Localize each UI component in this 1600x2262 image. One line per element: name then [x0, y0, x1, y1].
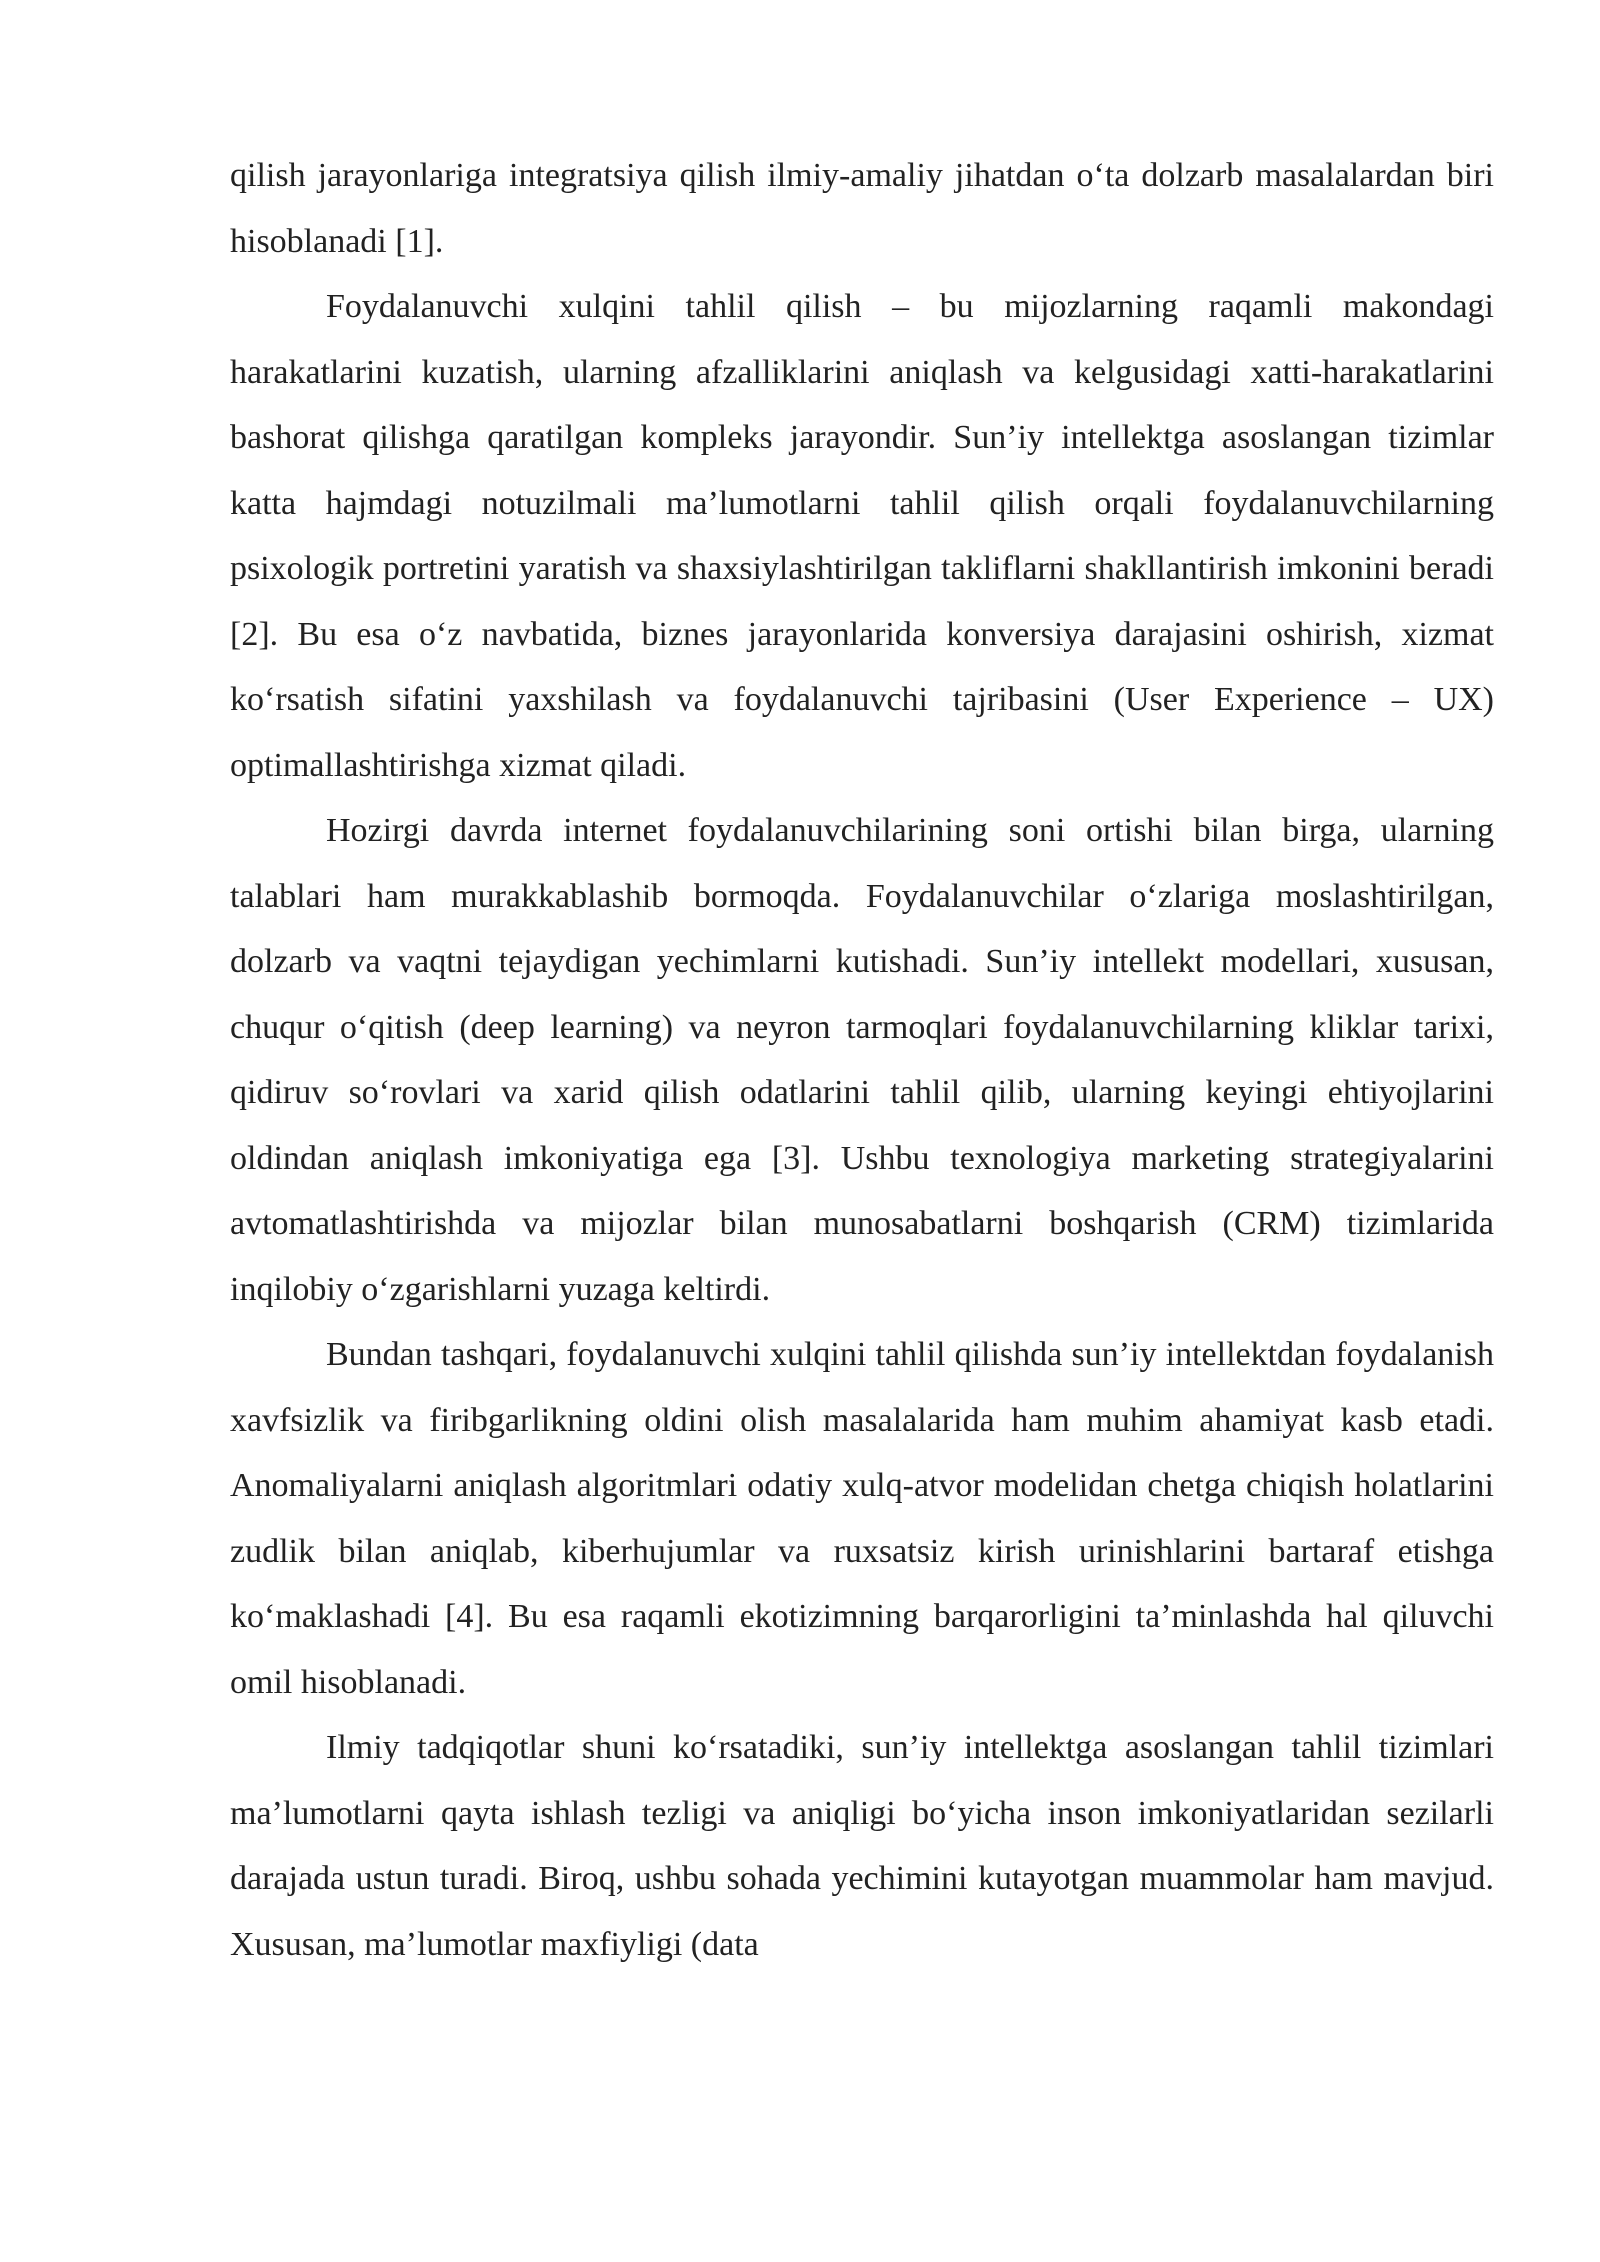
- paragraph-security: Bundan tashqari, foydalanuvchi xulqini tahlil qilishda sun’iy intellektdan foydalanish xavfsizlik va firibgarlikning oldini olish masalalarida ham muhim ahamiyat kasb etadi. Anomaliyalarni aniqlash algoritmlari odatiy xulq-atvor modelidan chetga chiqish holatlarini zudlik bilan aniqlab, kiberhujumlar va ruxsatsiz kirish urinishlarini bartaraf etishga ko‘maklashadi [4]. Bu esa raqamli ekotizimning barqarorligini ta’minlashda hal qiluvchi omil hisoblanadi.: [230, 1336, 1494, 1701]
- body-text: [230, 143, 1494, 1977]
- paragraph-continuation: qilish jarayonlariga integratsiya qilish ilmiy-amaliy jihatdan o‘ta dolzarb masalalardan biri hisoblanadi [1].: [230, 157, 1494, 260]
- paragraph-user-behavior-analysis: Foydalanuvchi xulqini tahlil qilish – bu mijozlarning raqamli makondagi harakatlarini kuzatish, ularning afzalliklarini aniqlash va kelgusidagi xatti-harakatlarini bashorat qilishga qaratilgan kompleks jarayondir. Sun’iy intellektga asoslangan tizimlar katta hajmdagi notuzilmali ma’lumotlarni tahlil qilish orqali foydalanuvchilarning psixologik portretini yaratish va shaxsiylashtirilgan takliflarni shakllantirish imkonini beradi [2]. Bu esa o‘z navbatida, biznes jarayonlarida konversiya darajasini oshirish, xizmat ko‘rsatish sifatini yaxshilash va foydalanuvchi tajribasini (User Experience – UX) optimallashtirishga xizmat qiladi.: [230, 288, 1494, 784]
- paragraph-internet-users: Hozirgi davrda internet foydalanuvchilarining soni ortishi bilan birga, ularning talablari ham murakkablashib bormoqda. Foydalanuvchilar o‘zlariga moslashtirilgan, dolzarb va vaqtni tejaydigan yechimlarni kutishadi. Sun’iy intellekt modellari, xususan, chuqur o‘qitish (deep learning) va neyron tarmoqlari foydalanuvchilarning kliklar tarixi, qidiruv so‘rovlari va xarid qilish odatlarini tahlil qilib, ularning keyingi ehtiyojlarini oldindan aniqlash imkoniyatiga ega [3]. Ushbu texnologiya marketing strategiyalarini avtomatlashtirishda va mijozlar bilan munosabatlarni boshqarish (CRM) tizimlarida inqilobiy o‘zgarishlarni yuzaga keltirdi.: [230, 812, 1494, 1308]
- paragraph-research: Ilmiy tadqiqotlar shuni ko‘rsatadiki, sun’iy intellektga asoslangan tahlil tizimlari ma’lumotlarni qayta ishlash tezligi va aniqligi bo‘yicha inson imkoniyatlaridan sezilarli darajada ustun turadi. Biroq, ushbu sohada yechimini kutayotgan muammolar ham mavjud. Xususan, ma’lumotlar maxfiyligi (data: [230, 1729, 1494, 1963]
